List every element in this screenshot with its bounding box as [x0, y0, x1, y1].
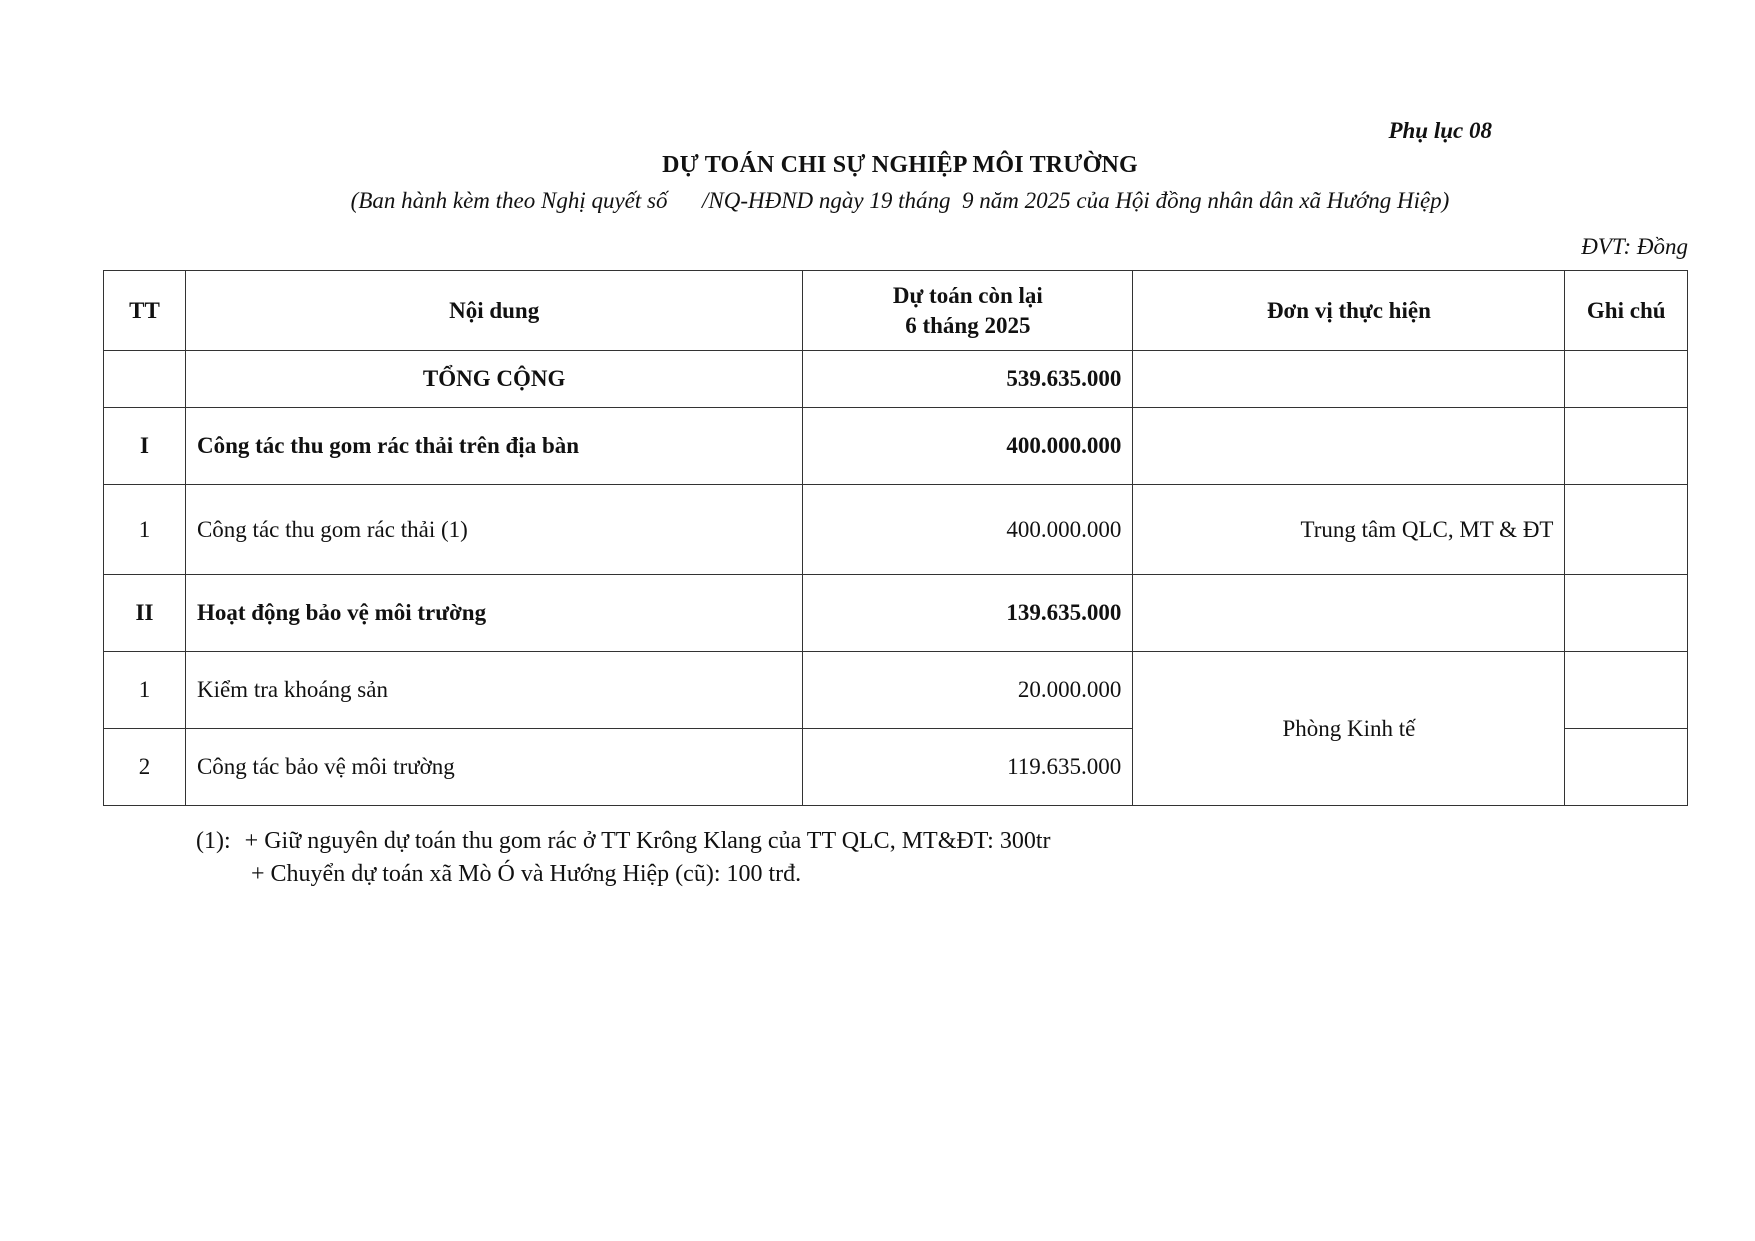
- currency-unit: ĐVT: Đồng: [1581, 234, 1688, 259]
- section-tt: II: [104, 575, 186, 652]
- header-budget-line1: Dự toán còn lại: [892, 282, 1043, 308]
- section-amount: 139.635.000: [803, 575, 1133, 652]
- table-row: [104, 485, 1688, 575]
- row-note: [1565, 485, 1688, 575]
- section-tt: I: [104, 408, 186, 485]
- row-amount: 20.000.000: [803, 652, 1133, 729]
- total-amount: 539.635.000: [803, 351, 1133, 408]
- section-unit: [1133, 408, 1565, 485]
- table-row: [104, 652, 1688, 729]
- section-note: [1565, 575, 1688, 652]
- footnote: [196, 825, 1050, 891]
- footnote-marker: (1):: [196, 828, 231, 854]
- section-unit: [1133, 575, 1565, 652]
- appendix-label: Phụ lục 08: [1388, 118, 1492, 143]
- row-unit: Trung tâm QLC, MT & ĐT: [1133, 485, 1565, 575]
- section-label: Công tác thu gom rác thải trên địa bàn: [185, 408, 802, 485]
- section-amount: 400.000.000: [803, 408, 1133, 485]
- header-budget-line2: 6 tháng 2025: [905, 312, 1031, 338]
- total-label: TỔNG CỘNG: [185, 351, 802, 408]
- header-note: Ghi chú: [1565, 271, 1688, 351]
- row-amount: 119.635.000: [803, 729, 1133, 806]
- row-amount: 400.000.000: [803, 485, 1133, 575]
- total-unit: [1133, 351, 1565, 408]
- section-label: Hoạt động bảo vệ môi trường: [185, 575, 802, 652]
- row-note: [1565, 729, 1688, 806]
- budget-table: [103, 270, 1688, 806]
- footnote-text-1: + Giữ nguyên dự toán thu gom rác ở TT Krông Klang của TT QLC, MT&ĐT: 300tr: [244, 828, 1051, 854]
- section-row: [104, 408, 1688, 485]
- total-note: [1565, 351, 1688, 408]
- footnote-line-2: [196, 858, 1050, 891]
- row-tt: 2: [104, 729, 186, 806]
- footnote-line-1: [196, 825, 1050, 858]
- header-unit: Đơn vị thực hiện: [1133, 271, 1565, 351]
- header-content: Nội dung: [185, 271, 802, 351]
- header-budget: [803, 271, 1133, 351]
- row-note: [1565, 652, 1688, 729]
- footnote-text-2: + Chuyển dự toán xã Mò Ó và Hướng Hiệp (cũ): 100 trđ.: [251, 861, 802, 887]
- row-tt: 1: [104, 652, 186, 729]
- total-row: [104, 351, 1688, 408]
- row-label: Kiểm tra khoáng sản: [185, 652, 802, 729]
- section-row: [104, 575, 1688, 652]
- document-title: DỰ TOÁN CHI SỰ NGHIỆP MÔI TRƯỜNG: [662, 152, 1138, 178]
- total-tt: [104, 351, 186, 408]
- table-header-row: [104, 271, 1688, 351]
- header-tt: TT: [104, 271, 186, 351]
- row-label: Công tác bảo vệ môi trường: [185, 729, 802, 806]
- section-note: [1565, 408, 1688, 485]
- row-unit: Phòng Kinh tế: [1133, 652, 1565, 806]
- row-label: Công tác thu gom rác thải (1): [185, 485, 802, 575]
- row-tt: 1: [104, 485, 186, 575]
- document-subtitle: (Ban hành kèm theo Nghị quyết số /NQ-HĐND ngày 19 tháng 9 năm 2025 của Hội đồng nhân dân xã Hướng Hiệp): [350, 188, 1450, 213]
